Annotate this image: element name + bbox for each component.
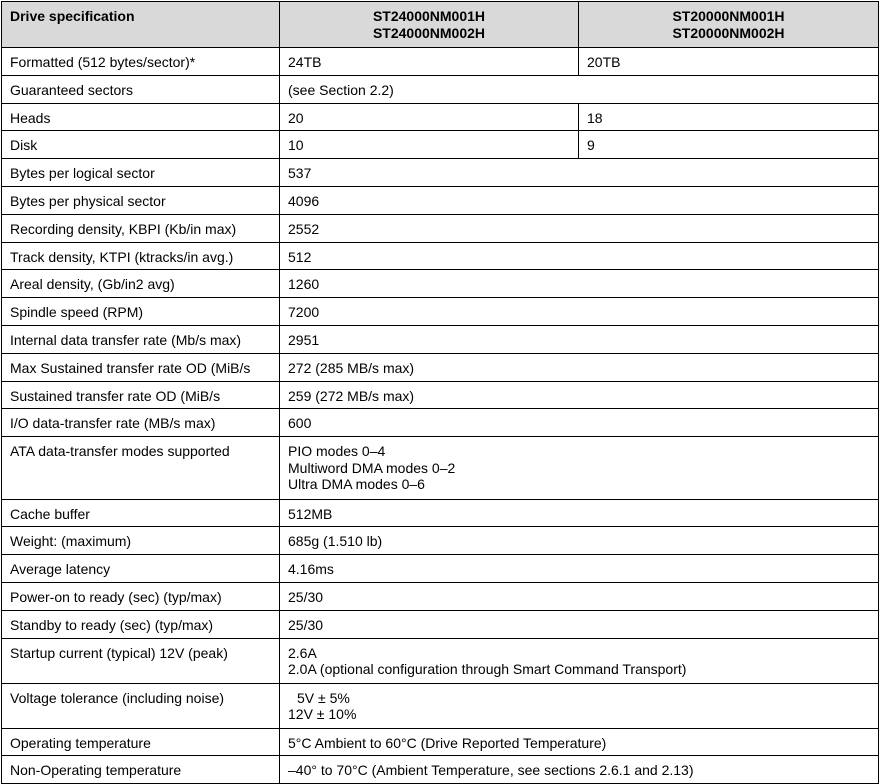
spec-row-power-on [2, 583, 879, 611]
spec-row-voltage-tolerance [2, 683, 879, 728]
row-value: 512 [280, 242, 879, 270]
spec-row-cache-buffer [2, 499, 879, 527]
spec-row-startup-current [2, 638, 879, 683]
row-label: Startup current (typical) 12V (peak) [2, 638, 280, 683]
drive-spec-table [1, 1, 879, 784]
spec-row-non-operating-temp [2, 756, 879, 784]
row-value [280, 683, 879, 728]
header-row [2, 2, 879, 48]
header-model-b [579, 2, 879, 48]
row-value: 685g (1.510 lb) [280, 527, 879, 555]
spec-row-spindle-speed [2, 298, 879, 326]
row-value [280, 437, 879, 500]
row-label: ATA data-transfer modes supported [2, 437, 280, 500]
row-value: 600 [280, 409, 879, 437]
spec-row-io-transfer [2, 409, 879, 437]
row-label: Internal data transfer rate (Mb/s max) [2, 325, 280, 353]
row-value: 25/30 [280, 610, 879, 638]
spec-row-standby [2, 610, 879, 638]
spec-row-track-density [2, 242, 879, 270]
row-value: 512MB [280, 499, 879, 527]
row-label: Operating temperature [2, 728, 280, 756]
row-label: Power-on to ready (sec) (typ/max) [2, 583, 280, 611]
spec-row-ata-modes [2, 437, 879, 500]
spec-row-bytes-physical [2, 186, 879, 214]
row-value: 2951 [280, 325, 879, 353]
model-b-line-1: ST20000NM001H [672, 8, 785, 24]
spec-row-operating-temp [2, 728, 879, 756]
row-value: 4.16ms [280, 555, 879, 583]
row-value: 25/30 [280, 583, 879, 611]
value-line: 2.0A (optional configuration through Smart Command Transport) [288, 661, 687, 678]
value-line: Multiword DMA modes 0–2 [288, 459, 456, 476]
row-label: Max Sustained transfer rate OD (MiB/s [2, 353, 280, 381]
row-label: Bytes per logical sector [2, 159, 280, 187]
row-label: Track density, KTPI (ktracks/in avg.) [2, 242, 280, 270]
row-label: Guaranteed sectors [2, 75, 280, 103]
spec-row-max-sustained [2, 353, 879, 381]
header-label: Drive specification [2, 2, 280, 48]
row-value-a: 20 [280, 103, 579, 131]
row-label: Spindle speed (RPM) [2, 298, 280, 326]
model-a-line-2: ST24000NM002H [372, 24, 486, 41]
spec-row-sustained [2, 381, 879, 409]
row-label: Bytes per physical sector [2, 186, 280, 214]
spec-row-internal-transfer [2, 325, 879, 353]
row-value-a: 24TB [280, 48, 579, 76]
row-value: 1260 [280, 270, 879, 298]
row-value: 7200 [280, 298, 879, 326]
spec-row-guaranteed-sectors [2, 75, 879, 103]
value-line: 2.6A [288, 644, 317, 661]
row-value: 259 (272 MB/s max) [280, 381, 879, 409]
row-label: Recording density, KBPI (Kb/in max) [2, 214, 280, 242]
spec-row-formatted [2, 48, 879, 76]
row-label: Average latency [2, 555, 280, 583]
row-value: 5°C Ambient to 60°C (Drive Reported Temperature) [280, 728, 879, 756]
row-value: 272 (285 MB/s max) [280, 353, 879, 381]
row-label: Disk [2, 131, 280, 159]
row-value-a: 10 [280, 131, 579, 159]
spec-row-recording-density [2, 214, 879, 242]
spec-row-areal-density [2, 270, 879, 298]
spec-row-weight [2, 527, 879, 555]
spec-row-disk [2, 131, 879, 159]
value-line: 12V ± 10% [288, 706, 357, 723]
row-value: 4096 [280, 186, 879, 214]
row-value: (see Section 2.2) [280, 75, 879, 103]
row-label: Non-Operating temperature [2, 756, 280, 784]
value-line: PIO modes 0–4 [288, 443, 386, 460]
row-value: 537 [280, 159, 879, 187]
spec-row-bytes-logical [2, 159, 879, 187]
row-label: Formatted (512 bytes/sector)* [2, 48, 280, 76]
model-a-line-1: ST24000NM001H [372, 8, 486, 24]
row-value: 2552 [280, 214, 879, 242]
row-value-b: 18 [579, 103, 879, 131]
row-value-b: 20TB [579, 48, 879, 76]
row-value [280, 638, 879, 683]
row-label: Areal density, (Gb/in2 avg) [2, 270, 280, 298]
row-label: Weight: (maximum) [2, 527, 280, 555]
spec-row-heads [2, 103, 879, 131]
model-b-line-2: ST20000NM002H [672, 24, 785, 41]
row-value: –40° to 70°C (Ambient Temperature, see sections 2.6.1 and 2.13) [280, 756, 879, 784]
row-label: Heads [2, 103, 280, 131]
row-value-b: 9 [579, 131, 879, 159]
row-label: I/O data-transfer rate (MB/s max) [2, 409, 280, 437]
header-model-a [280, 2, 579, 48]
value-line: Ultra DMA modes 0–6 [288, 476, 425, 493]
row-label: Cache buffer [2, 499, 280, 527]
spec-row-latency [2, 555, 879, 583]
row-label: Standby to ready (sec) (typ/max) [2, 610, 280, 638]
row-label: Sustained transfer rate OD (MiB/s [2, 381, 280, 409]
value-line: 5V ± 5% [297, 689, 350, 706]
row-label: Voltage tolerance (including noise) [2, 683, 280, 728]
